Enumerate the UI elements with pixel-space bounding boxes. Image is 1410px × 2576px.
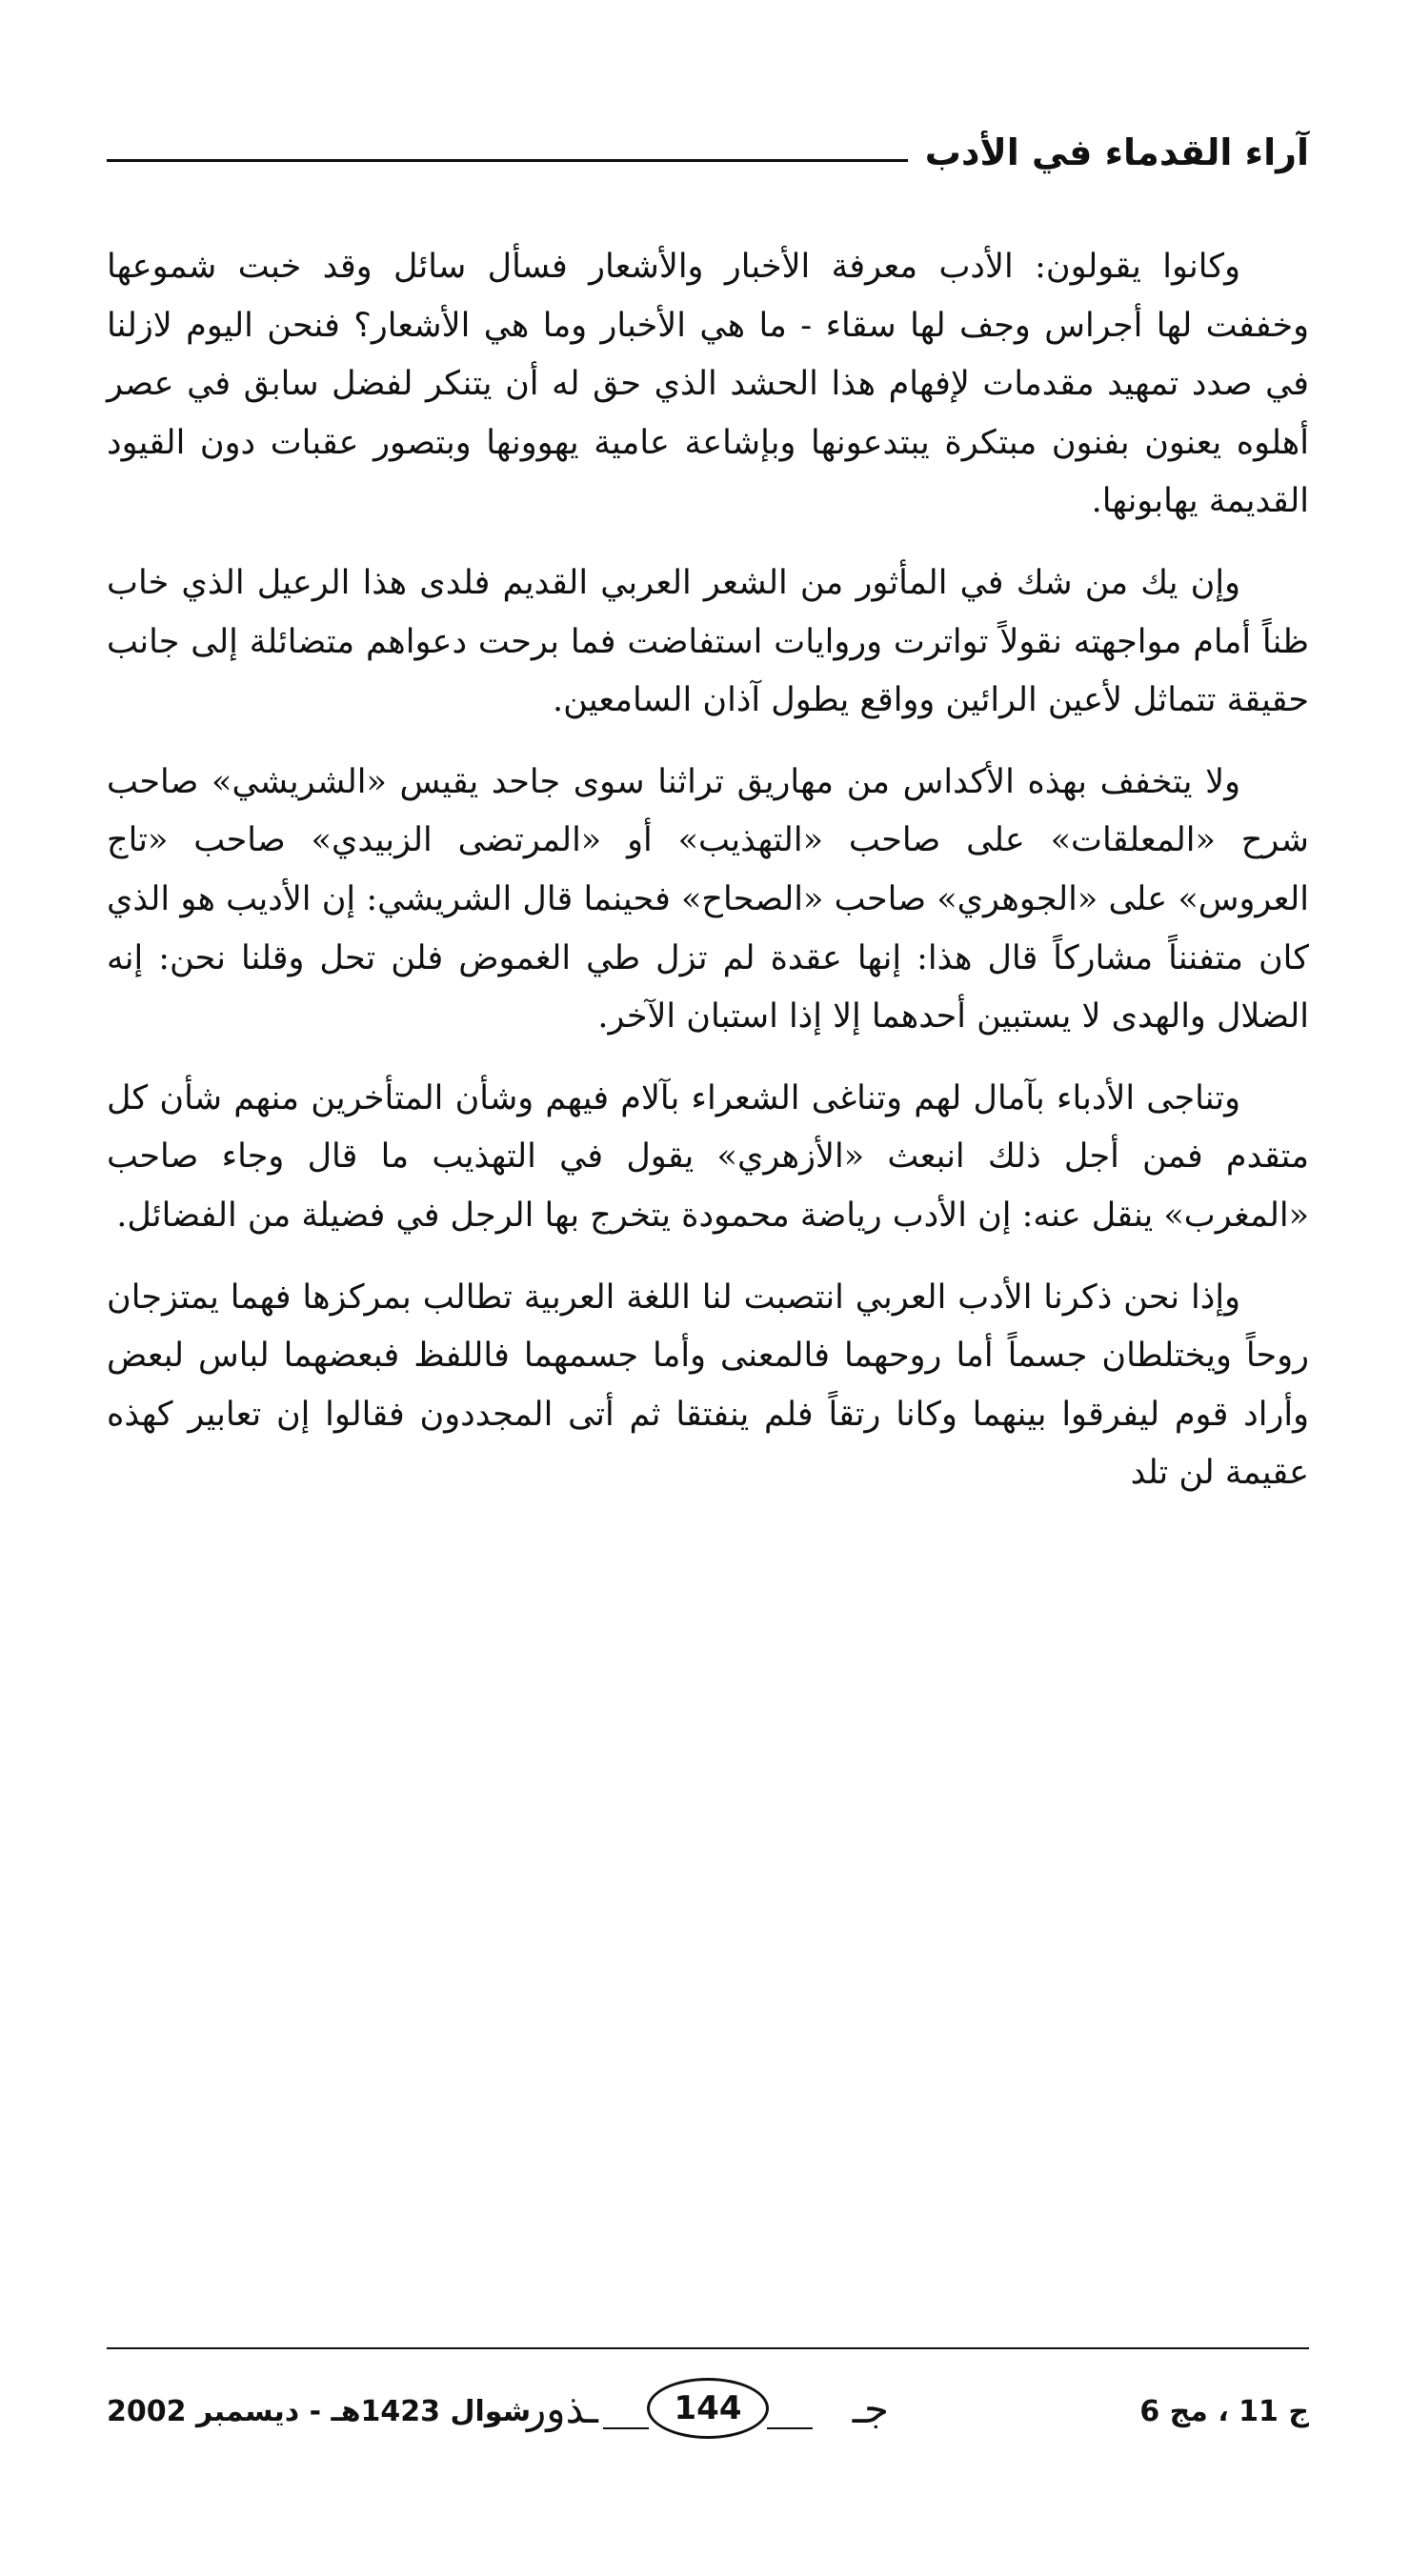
magazine-masthead [527, 2372, 889, 2458]
paragraph: ولا يتخفف بهذه الأكداس من مهاريق تراثنا سوى جاحد يقيس «الشريشي» صاحب شرح «المعلقات» على صاحب «التهذيب» أو «المرتضى الزبيدي» صاحب «تاج العروس» على «الجوهري» صاحب «الصحاح» فحينما قال الشريشي: إن الأديب هو الذي كان متفنناً مشاركاً قال هذا: إنها عقدة لم تزل طي الغموض فلن تحل وقلنا نحن: إنه الضلال والهدى لا يستبين أحدهما إلا إذا استبان الآخر. [107, 762, 1309, 1036]
footer [107, 2372, 1309, 2458]
header-rule [107, 159, 908, 162]
document-page [107, 0, 1309, 2576]
paragraph: وإذا نحن ذكرنا الأدب العربي انتصبت لنا اللغة العربية تطالب بمركزها فهما يمتزجان روحاً ويختلطان جسماً أما روحهما فالمعنى وأما جسمهما فاللفظ فبعضهما لباس لبعض وأراد قوم ليفرقوا بينهما وكانا رتقاً فلم ينفتقا ثم أتى المجددون فقالوا إن تعابير كهذه عقيمة لن تلد [107, 1278, 1309, 1493]
footer-date: شوال 1423هـ - ديسمبر 2002 [107, 2395, 532, 2428]
body-text [107, 238, 1309, 1526]
masthead-line-right [767, 2427, 813, 2429]
masthead-word-end: ـذور [527, 2385, 598, 2432]
paragraph: وكانوا يقولون: الأدب معرفة الأخبار والأشعار فسأل سائل وقد خبت شموعها وخففت لها أجراس وجف لها سقاء - ما هي الأخبار وما هي الأشعار؟ فنحن اليوم لازلنا في صدد تمهيد مقدمات لإفهام هذا الحشد الذي حق له أن يتنكر لفضل سابق في عصر أهلوه يعنون بفنون مبتكرة يبتدعونها وبإشاعة عامية يهوونها وبتصور عقبات دون القيود القديمة يهابونها. [107, 248, 1309, 521]
masthead-line-left [603, 2427, 649, 2429]
footer-rule [107, 2347, 1309, 2349]
footer-issue: ج 11 ، مج 6 [1139, 2395, 1309, 2428]
running-head-title: آراء القدماء في الأدب [924, 131, 1309, 173]
page-number: 144 [647, 2378, 769, 2439]
running-header [107, 114, 1309, 191]
paragraph: وتناجى الأدباء بآمال لهم وتناغى الشعراء بآلام فيهم وشأن المتأخرين منهم شأن كل متقدم فمن أجل ذلك انبعث «الأزهري» يقول في التهذيب ما قال وجاء صاحب «المغرب» ينقل عنه: إن الأدب رياضة محمودة يتخرج بها الرجل في فضيلة من الفضائل. [107, 1078, 1309, 1235]
masthead-word-start: جـ [852, 2385, 889, 2432]
paragraph: وإن يك من شك في المأثور من الشعر العربي القديم فلدى هذا الرعيل الذي خاب ظناً أمام مواجهته نقولاً تواترت وروايات استفاضت فما برحت دعواهم متضائلة إلى جانب حقيقة تتماثل لأعين الرائين وواقع يطول آذان السامعين. [107, 563, 1309, 720]
